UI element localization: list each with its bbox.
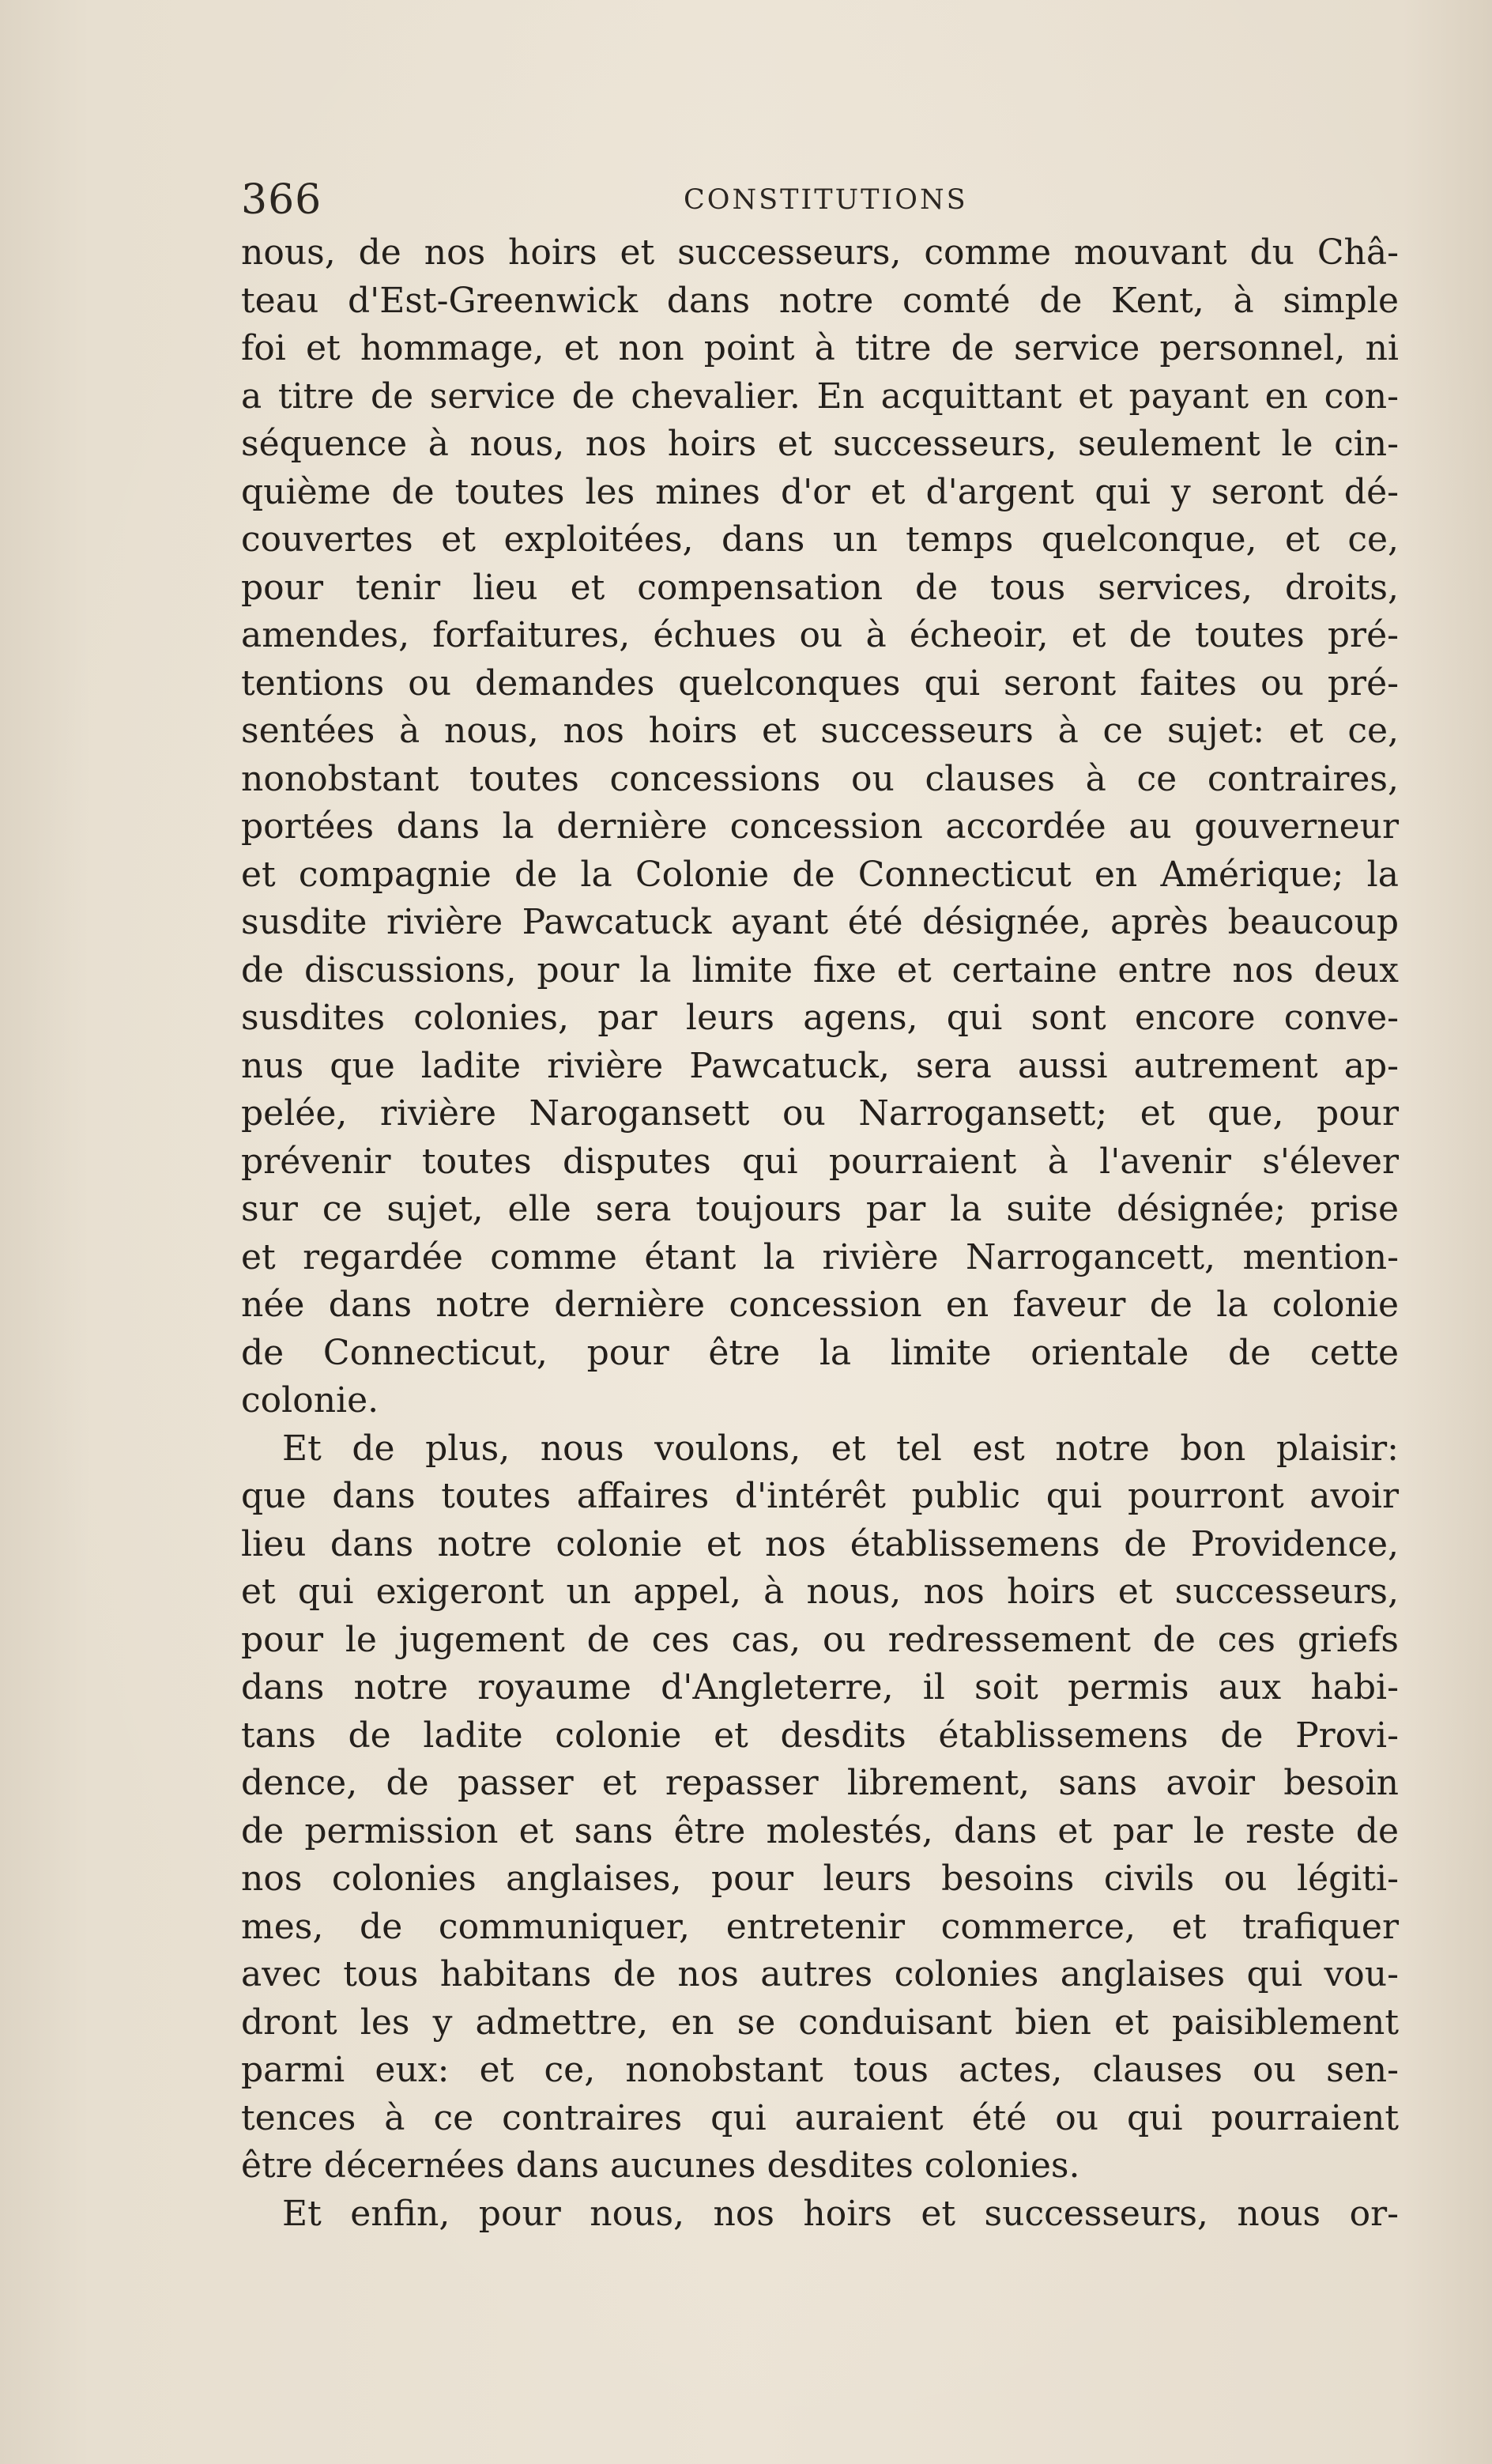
text-line: dans notre royaume d'Angleterre, il soit permis aux habi-: [241, 1667, 1399, 1707]
text-line: de permission et sans être molestés, dans et par le reste de: [241, 1810, 1399, 1851]
text-line: dront les y admettre, en se conduisant bien et paisiblement: [241, 2002, 1399, 2043]
text-line: susdite rivière Pawcatuck ayant été désignée, après beaucoup: [241, 902, 1399, 942]
text-line: avec tous habitans de nos autres colonies anglaises qui vou-: [241, 1954, 1399, 1994]
text-line: et compagnie de la Colonie de Connecticut en Amérique; la: [241, 854, 1399, 895]
text-line: nous, de nos hoirs et successeurs, comme mouvant du Châ-: [241, 232, 1399, 273]
paragraph-first-line: Et de plus, nous voulons, et tel est notre bon plaisir:: [282, 1428, 1399, 1469]
body-text: [241, 229, 1399, 2238]
text-line: de discussions, pour la limite fixe et certaine entre nos deux: [241, 949, 1399, 991]
text-line: amendes, forfaitures, échues ou à écheoir, et de toutes pré-: [241, 615, 1399, 655]
text-line: couvertes et exploitées, dans un temps quelconque, et ce,: [241, 519, 1399, 560]
paragraph-last-line: colonie.: [241, 1380, 379, 1421]
text-line: de Connecticut, pour être la limite orientale de cette: [241, 1332, 1399, 1373]
page-header: [241, 172, 1399, 228]
text-line: née dans notre dernière concession en faveur de la colonie: [241, 1285, 1399, 1325]
text-line: nos colonies anglaises, pour leurs besoins civils ou légiti-: [241, 1858, 1399, 1899]
paragraph-last-line: être décernées dans aucunes desdites colonies.: [241, 2145, 1080, 2186]
text-line: séquence à nous, nos hoirs et successeurs, seulement le cin-: [241, 424, 1399, 464]
text-line: a titre de service de chevalier. En acquittant et payant en con-: [241, 375, 1399, 417]
text-line: portées dans la dernière concession accordée au gouverneur: [241, 806, 1399, 847]
text-line: susdites colonies, par leurs agens, qui sont encore conve-: [241, 998, 1399, 1038]
text-line: pour le jugement de ces cas, ou redressement de ces griefs: [241, 1619, 1399, 1660]
text-line: tences à ce contraires qui auraient été ou qui pourraient: [241, 2097, 1399, 2138]
text-line: mes, de communiquer, entretenir commerce, et trafiquer: [241, 1906, 1399, 1947]
text-line: sentées à nous, nos hoirs et successeurs à ce sujet: et ce,: [241, 711, 1399, 751]
text-line: teau d'Est-Greenwick dans notre comté de Kent, à simple: [241, 280, 1399, 321]
text-line: que dans toutes affaires d'intérêt public qui pourront avoir: [241, 1476, 1399, 1516]
page-number: 366: [241, 176, 322, 224]
text-line: nus que ladite rivière Pawcatuck, sera aussi autrement ap-: [241, 1045, 1399, 1086]
running-head: CONSTITUTIONS: [684, 184, 968, 216]
text-line: tentions ou demandes quelconques qui seront faites ou pré-: [241, 662, 1399, 704]
text-line: et regardée comme étant la rivière Narrogancett, mention-: [241, 1236, 1399, 1277]
text-line: pour tenir lieu et compensation de tous services, droits,: [241, 567, 1399, 608]
text-line: dence, de passer et repasser librement, sans avoir besoin: [241, 1763, 1399, 1803]
text-line: tans de ladite colonie et desdits établissemens de Provi-: [241, 1715, 1399, 1756]
text-line: lieu dans notre colonie et nos établissemens de Providence,: [241, 1523, 1399, 1564]
text-line: quième de toutes les mines d'or et d'argent qui y seront dé-: [241, 471, 1399, 512]
text-line: parmi eux: et ce, nonobstant tous actes, clauses ou sen-: [241, 2050, 1399, 2090]
text-line: et qui exigeront un appel, à nous, nos hoirs et successeurs,: [241, 1572, 1399, 1612]
text-line: sur ce sujet, elle sera toujours par la suite désignée; prise: [241, 1189, 1399, 1229]
text-line: nonobstant toutes concessions ou clauses à ce contraires,: [241, 758, 1399, 799]
text-line: foi et hommage, et non point à titre de service personnel, ni: [241, 328, 1399, 368]
text-line: prévenir toutes disputes qui pourraient à l'avenir s'élever: [241, 1141, 1399, 1182]
paragraph-first-line: Et enfin, pour nous, nos hoirs et successeurs, nous or-: [282, 2193, 1399, 2234]
text-line: pelée, rivière Narogansett ou Narrogansett; et que, pour: [241, 1093, 1399, 1134]
